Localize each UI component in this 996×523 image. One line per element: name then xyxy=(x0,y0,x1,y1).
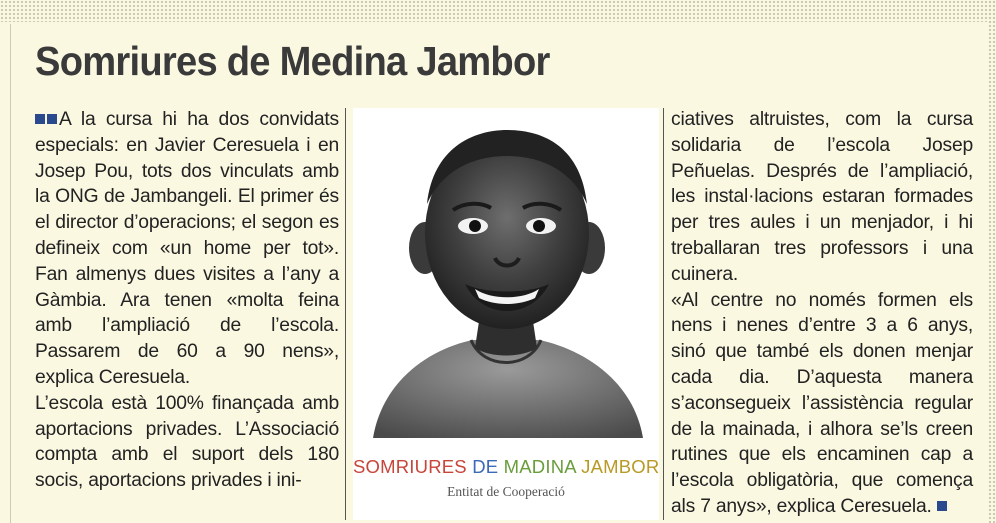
paragraph-2: L’escola està 100% finançada amb aportacions privades. L’Associació compta amb el suport dels 180 socis, aportacions privades i ini- xyxy=(35,392,339,492)
logo-word-4: JAMBOR xyxy=(581,456,660,477)
paragraph-4-text: «Al centre no només formen els nens i nenes d’entre 3 a 6 anys, sinó que també els donen menjar cada dia. D’aquesta manera s’aconsegueix l’assistència regular de la mainada, i alhora se’ls creen rutines que els encaminen cap a l’escola obligatòria, que comença als 7 anys», explica Ceresuela. xyxy=(671,289,973,517)
article-headline: Somriures de Medina Jambor xyxy=(35,38,550,84)
start-marker-icon xyxy=(47,114,57,124)
logo-subtitle: Entitat de Cooperació xyxy=(447,484,565,499)
end-marker-icon xyxy=(937,501,947,511)
column-divider xyxy=(663,108,664,520)
logo-title xyxy=(353,456,659,478)
paragraph-4 xyxy=(671,288,973,520)
start-marker-icon xyxy=(35,114,45,124)
logo-word-1: SOMRIURES xyxy=(353,456,467,477)
right-text-column xyxy=(671,107,973,520)
column-divider xyxy=(345,108,346,520)
paragraph-3: ciatives altruistes, com la cursa solidaria de l’escola Josep Peñuelas. Després de l’ampliació, les instal·lacions estaran formades per tres aules i un menjador, i hi treballaran tres professors i una cuinera. xyxy=(671,109,973,285)
paragraph-1-text: A la cursa hi ha dos convidats especials: en Javier Ceresuela i en Josep Pou, tots dos vinculats amb la ONG de Jambangeli. El primer és el director d’operacions; el segon es defineix com «un home per tot». Fan almenys dues visites a l’any a Gàmbia. Ara tenen «molta feina amb l’ampliació de l’escola. Passarem de 60 a 90 nens», explica Ceresuela. xyxy=(35,109,339,388)
logo-word-2: DE xyxy=(472,456,499,477)
child-photo xyxy=(353,108,659,438)
right-dotted-border xyxy=(988,0,996,523)
logo-word-3: MADINA xyxy=(503,456,576,477)
top-dotted-border xyxy=(0,0,996,22)
paragraph-1 xyxy=(35,107,339,391)
photo-with-logo xyxy=(353,108,659,520)
article-panel xyxy=(10,24,987,523)
left-text-column xyxy=(35,107,339,494)
